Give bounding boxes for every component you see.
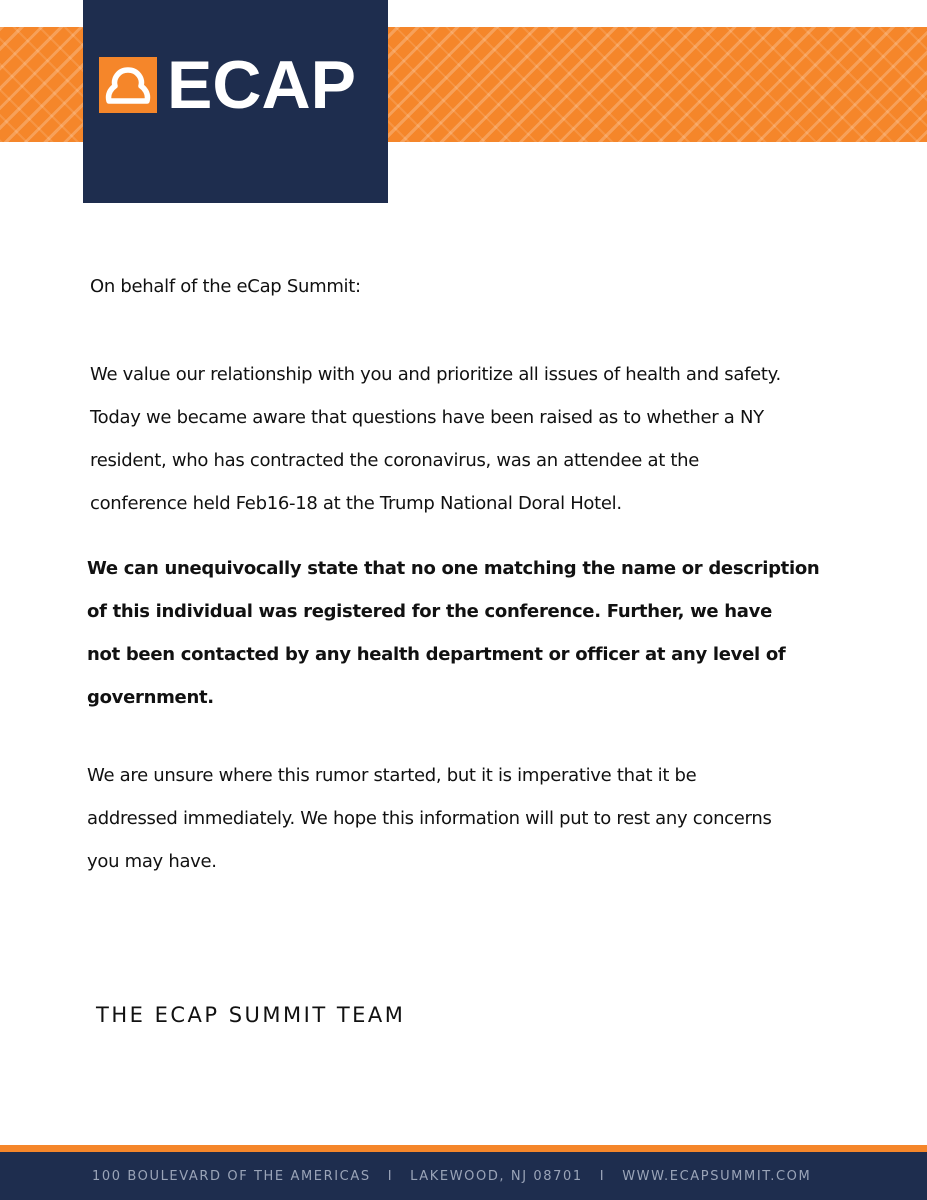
footer-separator: I (387, 1169, 394, 1184)
paragraph-line: We can unequivocally state that no one matching the name or description (87, 558, 820, 579)
letter-paragraph-1 (90, 353, 850, 525)
footer-website-link[interactable]: WWW.ECAPSUMMIT.COM (622, 1169, 812, 1184)
paragraph-line: not been contacted by any health department or officer at any level of (87, 644, 786, 665)
paragraph-line: you may have. (87, 851, 217, 872)
footer-address: 100 BOULEVARD OF THE AMERICAS (92, 1169, 371, 1184)
ecap-logo-mark-icon (99, 57, 157, 113)
paragraph-line: Today we became aware that questions have been raised as to whether a NY (90, 407, 764, 428)
paragraph-line: We are unsure where this rumor started, but it is imperative that it be (87, 765, 697, 786)
letter-paragraph-3 (87, 754, 847, 883)
letter-greeting: On behalf of the eCap Summit: (90, 276, 361, 297)
paragraph-line: We value our relationship with you and prioritize all issues of health and safety. (90, 364, 781, 385)
footer-city: LAKEWOOD, NJ 08701 (410, 1169, 583, 1184)
paragraph-line: government. (87, 687, 214, 708)
paragraph-line: addressed immediately. We hope this information will put to rest any concerns (87, 808, 772, 829)
paragraph-line: of this individual was registered for the conference. Further, we have (87, 601, 772, 622)
logo-wordmark: ECAP (167, 47, 356, 123)
paragraph-line: conference held Feb16-18 at the Trump National Doral Hotel. (90, 493, 622, 514)
paragraph-line: resident, who has contracted the coronavirus, was an attendee at the (90, 450, 700, 471)
letter-signature: THE ECAP SUMMIT TEAM (96, 1003, 406, 1027)
letter-paragraph-2 (87, 547, 857, 719)
logo-block (83, 0, 388, 203)
footer-contact (92, 1169, 811, 1184)
footer-separator: I (599, 1169, 606, 1184)
footer-bar (0, 1152, 927, 1200)
footer-accent-stripe (0, 1145, 927, 1152)
